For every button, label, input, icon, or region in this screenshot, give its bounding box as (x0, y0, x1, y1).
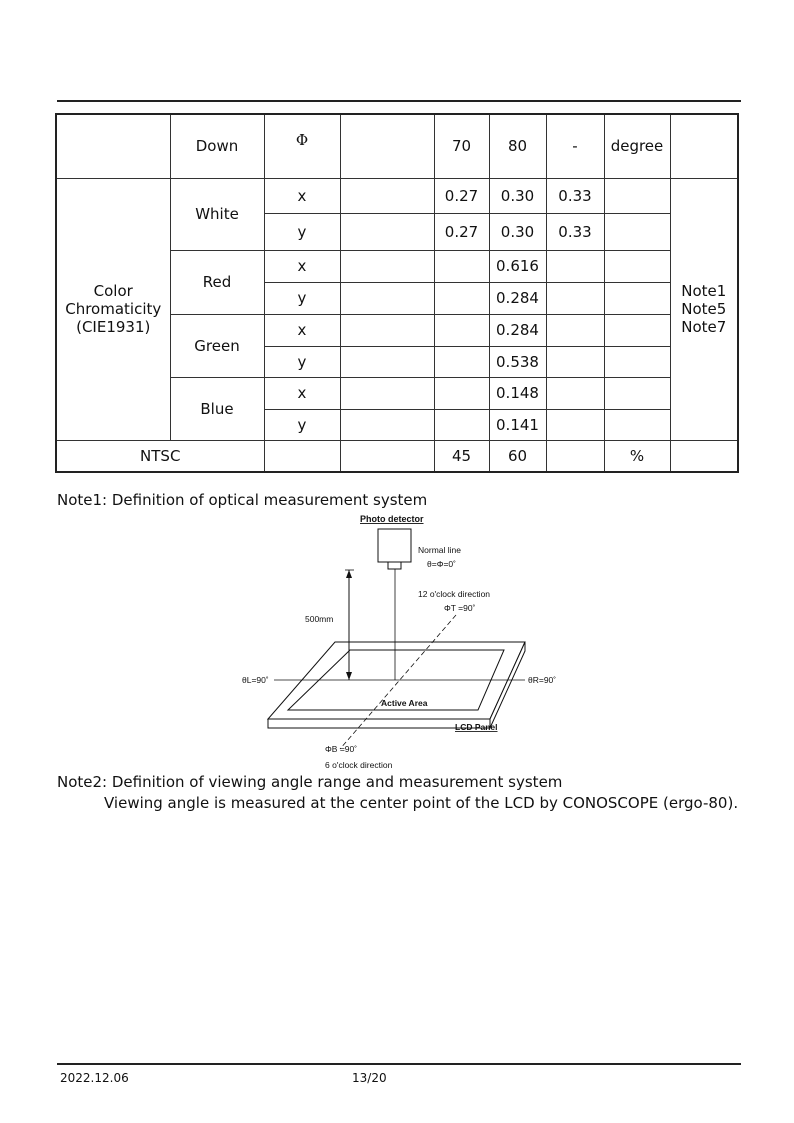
red-y-typ: 0.284 (489, 282, 546, 314)
red-y-symbol: y (264, 282, 340, 314)
optical-spec-table (55, 113, 739, 473)
blue-label: Blue (170, 377, 264, 440)
optical-measurement-diagram (230, 511, 570, 773)
color-chromaticity-label (56, 178, 170, 440)
dimension-arrow-up (346, 570, 352, 578)
white-y-max: 0.33 (546, 213, 604, 250)
note1-heading: Note1: Definition of optical measurement system (57, 491, 428, 509)
table-cell (434, 282, 489, 314)
green-x-typ: 0.284 (489, 314, 546, 346)
header-rule (57, 100, 741, 102)
table-cell (264, 440, 340, 472)
blue-y-symbol: y (264, 409, 340, 440)
table-cell (604, 314, 670, 346)
footer-date: 2022.12.06 (60, 1071, 129, 1085)
table-row (56, 178, 738, 213)
table-cell (434, 377, 489, 409)
table-cell (340, 314, 434, 346)
table-cell (670, 440, 738, 472)
ntsc-min: 45 (434, 440, 489, 472)
table-cell (434, 250, 489, 282)
theta-phi-zero-label: θ=Φ=0˚ (427, 559, 456, 569)
table-cell (546, 409, 604, 440)
table-cell (546, 314, 604, 346)
blue-x-typ: 0.148 (489, 377, 546, 409)
green-x-symbol: x (264, 314, 340, 346)
table-cell (340, 213, 434, 250)
table-cell (340, 178, 434, 213)
phi-symbol: Φ (264, 114, 340, 178)
red-x-symbol: x (264, 250, 340, 282)
down-label: Down (170, 114, 264, 178)
table-cell (546, 377, 604, 409)
note-ref-5: Note5 (681, 300, 727, 318)
table-cell (546, 440, 604, 472)
down-typ: 80 (489, 114, 546, 178)
table-row (56, 440, 738, 472)
footer-rule (57, 1063, 741, 1065)
table-row (56, 114, 738, 178)
footer-page-number: 13/20 (352, 1071, 387, 1085)
color-label-line3: (CIE1931) (76, 318, 151, 336)
note-ref-7: Note7 (681, 318, 727, 336)
table-cell (604, 409, 670, 440)
table-cell (56, 114, 170, 178)
theta-l-label: θL=90˚ (242, 675, 269, 685)
down-max: - (546, 114, 604, 178)
down-unit: degree (604, 114, 670, 178)
lcd-panel-label: LCD Panel (455, 722, 498, 732)
six-oclock-label: 6 o'clock direction (325, 760, 393, 770)
photo-detector-label: Photo detector (360, 514, 424, 524)
white-x-max: 0.33 (546, 178, 604, 213)
white-x-symbol: x (264, 178, 340, 213)
table-cell (604, 282, 670, 314)
distance-label: 500mm (305, 614, 334, 624)
green-y-typ: 0.538 (489, 346, 546, 377)
table-cell (340, 377, 434, 409)
table-cell (340, 250, 434, 282)
table-cell (434, 314, 489, 346)
table-cell (670, 114, 738, 178)
color-label-line2: Chromaticity (65, 300, 162, 318)
table-cell (604, 377, 670, 409)
down-min: 70 (434, 114, 489, 178)
red-x-typ: 0.616 (489, 250, 546, 282)
white-x-min: 0.27 (434, 178, 489, 213)
table-cell (546, 346, 604, 377)
photo-detector-lens (388, 562, 401, 569)
table-cell (546, 282, 604, 314)
white-label: White (170, 178, 264, 250)
white-y-min: 0.27 (434, 213, 489, 250)
theta-r-label: θR=90˚ (528, 675, 557, 685)
note-ref-1: Note1 (681, 282, 727, 300)
active-area-label: Active Area (381, 698, 428, 708)
table-cell (604, 346, 670, 377)
table-cell (604, 213, 670, 250)
photo-detector-box (378, 529, 411, 562)
table-cell (340, 409, 434, 440)
phi-t-label: ΦT =90˚ (444, 603, 476, 613)
color-label-line1: Color (93, 282, 133, 300)
blue-x-symbol: x (264, 377, 340, 409)
table-cell (434, 346, 489, 377)
table-cell (340, 346, 434, 377)
table-cell (340, 282, 434, 314)
red-label: Red (170, 250, 264, 314)
phi-b-label: ΦB =90˚ (325, 744, 358, 754)
table-cell (434, 409, 489, 440)
table-cell (340, 114, 434, 178)
ntsc-label: NTSC (56, 440, 264, 472)
green-label: Green (170, 314, 264, 377)
table-cell (340, 440, 434, 472)
blue-y-typ: 0.141 (489, 409, 546, 440)
note2-heading: Note2: Definition of viewing angle range and measurement system (57, 773, 563, 791)
twelve-oclock-label: 12 o'clock direction (418, 589, 491, 599)
note2-body: Viewing angle is measured at the center point of the LCD by CONOSCOPE (ergo-80). (104, 794, 739, 812)
ntsc-typ: 60 (489, 440, 546, 472)
table-cell (604, 178, 670, 213)
normal-line-label: Normal line (418, 545, 461, 555)
ntsc-unit: % (604, 440, 670, 472)
white-y-typ: 0.30 (489, 213, 546, 250)
table-cell (604, 250, 670, 282)
table-cell (546, 250, 604, 282)
white-x-typ: 0.30 (489, 178, 546, 213)
green-y-symbol: y (264, 346, 340, 377)
color-notes (670, 178, 738, 440)
white-y-symbol: y (264, 213, 340, 250)
